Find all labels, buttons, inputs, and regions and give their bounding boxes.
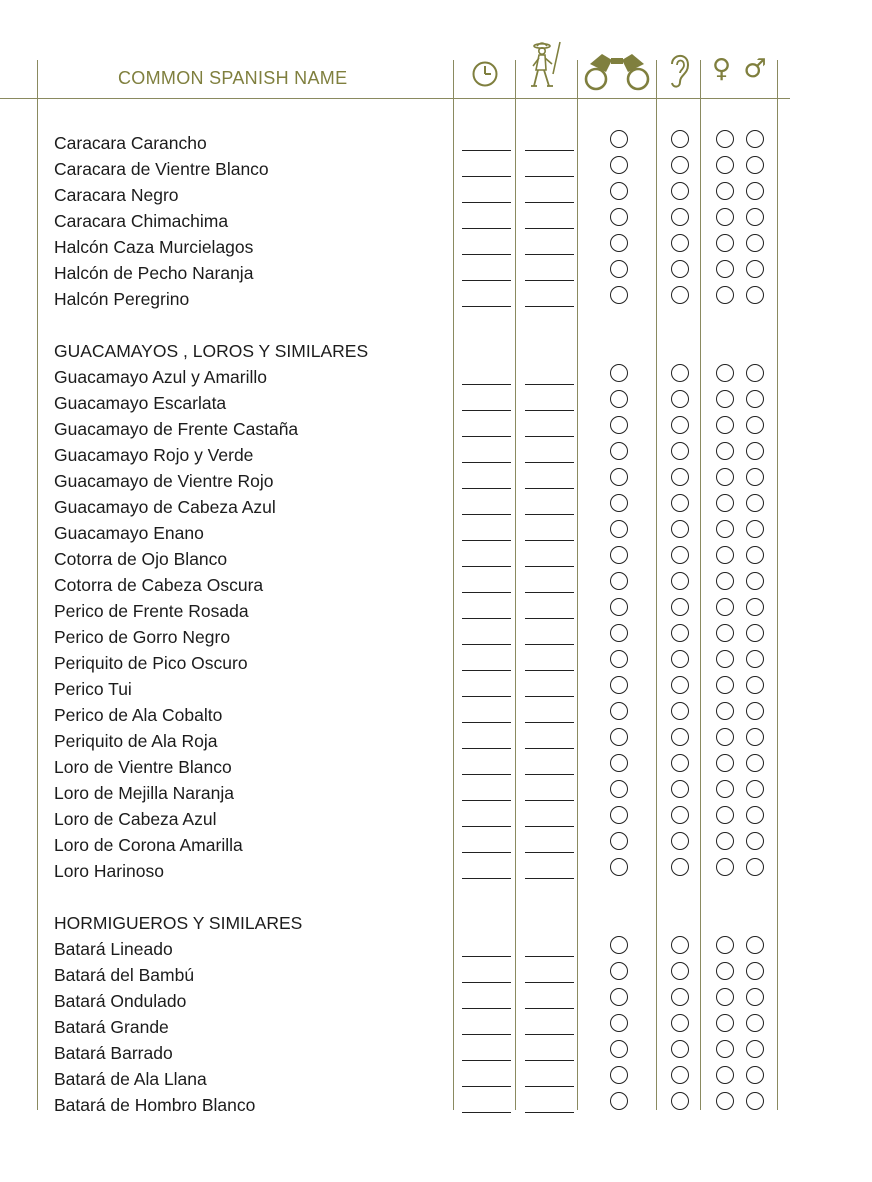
time-blank-field[interactable] [462,696,511,697]
seen-checkbox[interactable] [610,702,628,720]
section-heading-row [0,910,872,936]
species-name: Guacamayo Escarlata [54,393,227,413]
time-blank-field[interactable] [462,150,511,151]
seen-checkbox[interactable] [610,1014,628,1032]
walker-icon [524,40,564,90]
species-row [0,858,872,884]
heard-checkbox[interactable] [671,208,689,226]
header-rule [0,98,790,99]
location-blank-field[interactable] [525,878,574,879]
female-checkbox[interactable] [716,572,734,590]
heard-checkbox[interactable] [671,416,689,434]
location-blank-field[interactable] [525,1086,574,1087]
seen-checkbox[interactable] [610,468,628,486]
female-checkbox[interactable] [716,650,734,668]
species-name: Halcón Caza Murcielagos [54,237,254,257]
species-row [0,780,872,806]
male-checkbox[interactable] [746,390,764,408]
time-blank-field[interactable] [462,956,511,957]
seen-checkbox[interactable] [610,442,628,460]
species-row [0,936,872,962]
species-row [0,728,872,754]
male-checkbox[interactable] [746,754,764,772]
female-symbol: ♀ [712,54,732,84]
heard-checkbox[interactable] [671,494,689,512]
time-blank-field[interactable] [462,410,511,411]
location-blank-field[interactable] [525,592,574,593]
location-blank-field[interactable] [525,540,574,541]
female-checkbox[interactable] [716,494,734,512]
female-checkbox[interactable] [716,260,734,278]
seen-checkbox[interactable] [610,1066,628,1084]
seen-checkbox[interactable] [610,1092,628,1110]
location-blank-field[interactable] [525,696,574,697]
male-checkbox[interactable] [746,468,764,486]
seen-checkbox[interactable] [610,676,628,694]
male-checkbox[interactable] [746,702,764,720]
species-name: Periquito de Ala Roja [54,731,218,751]
female-checkbox[interactable] [716,286,734,304]
female-checkbox[interactable] [716,416,734,434]
species-row [0,806,872,832]
seen-checkbox[interactable] [610,832,628,850]
time-blank-field[interactable] [462,982,511,983]
seen-checkbox[interactable] [610,156,628,174]
seen-checkbox[interactable] [610,260,628,278]
species-name: Caracara de Vientre Blanco [54,159,269,179]
female-male-symbols-icon [712,54,767,84]
species-row [0,390,872,416]
species-row [0,416,872,442]
heard-checkbox[interactable] [671,962,689,980]
species-row [0,1066,872,1092]
species-row [0,520,872,546]
heard-checkbox[interactable] [671,780,689,798]
heard-checkbox[interactable] [671,234,689,252]
time-blank-field[interactable] [462,462,511,463]
seen-checkbox[interactable] [610,598,628,616]
female-checkbox[interactable] [716,390,734,408]
species-name: Guacamayo Enano [54,523,204,543]
female-checkbox[interactable] [716,1014,734,1032]
species-name: Batará Grande [54,1017,169,1037]
time-blank-field[interactable] [462,1086,511,1087]
heard-checkbox[interactable] [671,520,689,538]
location-blank-field[interactable] [525,956,574,957]
male-checkbox[interactable] [746,936,764,954]
heard-checkbox[interactable] [671,1066,689,1084]
species-row [0,754,872,780]
seen-checkbox[interactable] [610,546,628,564]
time-blank-field[interactable] [462,774,511,775]
location-blank-field[interactable] [525,618,574,619]
location-blank-field[interactable] [525,774,574,775]
seen-checkbox[interactable] [610,728,628,746]
location-blank-field[interactable] [525,566,574,567]
location-blank-field[interactable] [525,410,574,411]
location-blank-field[interactable] [525,202,574,203]
seen-checkbox[interactable] [610,520,628,538]
species-name: Cotorra de Ojo Blanco [54,549,228,569]
female-checkbox[interactable] [716,676,734,694]
species-row [0,442,872,468]
seen-checkbox[interactable] [610,962,628,980]
heard-checkbox[interactable] [671,468,689,486]
species-name: Batará Lineado [54,939,173,959]
location-blank-field[interactable] [525,150,574,151]
species-row [0,130,872,156]
species-name: Caracara Carancho [54,133,207,153]
male-checkbox[interactable] [746,494,764,512]
seen-checkbox[interactable] [610,858,628,876]
time-blank-field[interactable] [462,878,511,879]
species-row [0,624,872,650]
location-blank-field[interactable] [525,748,574,749]
heard-checkbox[interactable] [671,546,689,564]
male-checkbox[interactable] [746,286,764,304]
species-name: Guacamayo Rojo y Verde [54,445,254,465]
male-checkbox[interactable] [746,130,764,148]
female-checkbox[interactable] [716,130,734,148]
male-checkbox[interactable] [746,1066,764,1084]
time-blank-field[interactable] [462,384,511,385]
species-name: Caracara Negro [54,185,179,205]
female-checkbox[interactable] [716,988,734,1006]
seen-checkbox[interactable] [610,754,628,772]
location-blank-field[interactable] [525,722,574,723]
male-symbol: ♂ [743,54,767,84]
heard-checkbox[interactable] [671,390,689,408]
time-blank-field[interactable] [462,644,511,645]
location-blank-field[interactable] [525,1060,574,1061]
female-checkbox[interactable] [716,364,734,382]
species-name: Guacamayo de Cabeza Azul [54,497,276,517]
species-name: Batará Barrado [54,1043,173,1063]
location-blank-field[interactable] [525,176,574,177]
time-blank-field[interactable] [462,228,511,229]
species-row [0,598,872,624]
location-blank-field[interactable] [525,436,574,437]
seen-checkbox[interactable] [610,572,628,590]
species-name: Halcón Peregrino [54,289,190,309]
species-row [0,1014,872,1040]
species-row [0,182,872,208]
species-row [0,260,872,286]
species-name: Periquito de Pico Oscuro [54,653,248,673]
location-blank-field[interactable] [525,280,574,281]
location-blank-field[interactable] [525,462,574,463]
female-checkbox[interactable] [716,702,734,720]
male-checkbox[interactable] [746,442,764,460]
time-blank-field[interactable] [462,488,511,489]
heard-checkbox[interactable] [671,130,689,148]
female-checkbox[interactable] [716,468,734,486]
seen-checkbox[interactable] [610,364,628,382]
location-blank-field[interactable] [525,384,574,385]
seen-checkbox[interactable] [610,130,628,148]
species-row [0,962,872,988]
species-name: Guacamayo de Vientre Rojo [54,471,274,491]
time-blank-field[interactable] [462,436,511,437]
male-checkbox[interactable] [746,1092,764,1110]
column-header-common-spanish-name: COMMON SPANISH NAME [118,68,348,88]
seen-checkbox[interactable] [610,208,628,226]
time-blank-field[interactable] [462,1008,511,1009]
time-blank-field[interactable] [462,566,511,567]
species-row [0,1040,872,1066]
species-name: Loro de Corona Amarilla [54,835,243,855]
heard-checkbox[interactable] [671,364,689,382]
time-blank-field[interactable] [462,670,511,671]
species-row [0,208,872,234]
time-blank-field[interactable] [462,618,511,619]
location-blank-field[interactable] [525,306,574,307]
seen-checkbox[interactable] [610,650,628,668]
species-name: Batará Ondulado [54,991,187,1011]
male-checkbox[interactable] [746,676,764,694]
heard-checkbox[interactable] [671,988,689,1006]
species-row [0,364,872,390]
location-blank-field[interactable] [525,826,574,827]
time-blank-field[interactable] [462,1112,511,1113]
female-checkbox[interactable] [716,234,734,252]
species-name: Loro de Mejilla Naranja [54,783,234,803]
time-blank-field[interactable] [462,748,511,749]
time-blank-field[interactable] [462,722,511,723]
heard-checkbox[interactable] [671,598,689,616]
species-row [0,676,872,702]
heard-checkbox[interactable] [671,1014,689,1032]
time-blank-field[interactable] [462,592,511,593]
species-row [0,234,872,260]
seen-checkbox[interactable] [610,234,628,252]
species-name: Loro de Vientre Blanco [54,757,232,777]
seen-checkbox[interactable] [610,416,628,434]
male-checkbox[interactable] [746,624,764,642]
species-name: Loro de Cabeza Azul [54,809,217,829]
male-checkbox[interactable] [746,988,764,1006]
species-row [0,702,872,728]
species-name: Batará de Hombro Blanco [54,1095,256,1115]
time-blank-field[interactable] [462,280,511,281]
male-checkbox[interactable] [746,364,764,382]
heard-checkbox[interactable] [671,676,689,694]
time-blank-field[interactable] [462,540,511,541]
heard-checkbox[interactable] [671,1092,689,1110]
ear-icon [666,50,692,90]
male-checkbox[interactable] [746,780,764,798]
species-name: Perico de Ala Cobalto [54,705,223,725]
heard-checkbox[interactable] [671,1040,689,1058]
seen-checkbox[interactable] [610,624,628,642]
male-checkbox[interactable] [746,156,764,174]
female-checkbox[interactable] [716,1040,734,1058]
location-blank-field[interactable] [525,1008,574,1009]
female-checkbox[interactable] [716,832,734,850]
male-checkbox[interactable] [746,650,764,668]
seen-checkbox[interactable] [610,390,628,408]
female-checkbox[interactable] [716,780,734,798]
time-blank-field[interactable] [462,254,511,255]
species-name: Halcón de Pecho Naranja [54,263,254,283]
female-checkbox[interactable] [716,858,734,876]
species-row [0,494,872,520]
location-blank-field[interactable] [525,254,574,255]
species-name: Cotorra de Cabeza Oscura [54,575,264,595]
species-row [0,468,872,494]
species-row [0,156,872,182]
male-checkbox[interactable] [746,858,764,876]
heard-checkbox[interactable] [671,260,689,278]
species-name: Batará del Bambú [54,965,195,985]
time-blank-field[interactable] [462,826,511,827]
female-checkbox[interactable] [716,442,734,460]
time-blank-field[interactable] [462,176,511,177]
species-row [0,1092,872,1118]
heard-checkbox[interactable] [671,806,689,824]
female-checkbox[interactable] [716,520,734,538]
species-name: Guacamayo Azul y Amarillo [54,367,268,387]
species-row [0,546,872,572]
male-checkbox[interactable] [746,208,764,226]
species-row [0,572,872,598]
location-blank-field[interactable] [525,228,574,229]
female-checkbox[interactable] [716,936,734,954]
location-blank-field[interactable] [525,670,574,671]
time-blank-field[interactable] [462,202,511,203]
seen-checkbox[interactable] [610,988,628,1006]
time-blank-field[interactable] [462,800,511,801]
heard-checkbox[interactable] [671,442,689,460]
species-name: Batará de Ala Llana [54,1069,207,1089]
female-checkbox[interactable] [716,1092,734,1110]
location-blank-field[interactable] [525,1112,574,1113]
species-row [0,650,872,676]
seen-checkbox[interactable] [610,780,628,798]
female-checkbox[interactable] [716,598,734,616]
male-checkbox[interactable] [746,546,764,564]
female-checkbox[interactable] [716,728,734,746]
seen-checkbox[interactable] [610,494,628,512]
location-blank-field[interactable] [525,514,574,515]
species-name: Perico Tui [54,679,132,699]
male-checkbox[interactable] [746,598,764,616]
seen-checkbox[interactable] [610,936,628,954]
male-checkbox[interactable] [746,520,764,538]
male-checkbox[interactable] [746,806,764,824]
species-row [0,832,872,858]
species-name: Guacamayo de Frente Castaña [54,419,299,439]
female-checkbox[interactable] [716,962,734,980]
location-blank-field[interactable] [525,644,574,645]
time-blank-field[interactable] [462,1034,511,1035]
seen-checkbox[interactable] [610,286,628,304]
species-name: Perico de Gorro Negro [54,627,231,647]
male-checkbox[interactable] [746,728,764,746]
species-name: Loro Harinoso [54,861,164,881]
male-checkbox[interactable] [746,416,764,434]
male-checkbox[interactable] [746,1040,764,1058]
female-checkbox[interactable] [716,208,734,226]
seen-checkbox[interactable] [610,806,628,824]
section-heading: GUACAMAYOS , LOROS Y SIMILARES [54,341,369,361]
binoculars-icon [582,50,652,92]
section-heading: HORMIGUEROS Y SIMILARES [54,913,303,933]
female-checkbox[interactable] [716,182,734,200]
female-checkbox[interactable] [716,624,734,642]
male-checkbox[interactable] [746,832,764,850]
time-blank-field[interactable] [462,306,511,307]
female-checkbox[interactable] [716,754,734,772]
male-checkbox[interactable] [746,962,764,980]
female-checkbox[interactable] [716,546,734,564]
heard-checkbox[interactable] [671,728,689,746]
male-checkbox[interactable] [746,260,764,278]
female-checkbox[interactable] [716,806,734,824]
heard-checkbox[interactable] [671,832,689,850]
seen-checkbox[interactable] [610,182,628,200]
species-name: Caracara Chimachima [54,211,229,231]
heard-checkbox[interactable] [671,156,689,174]
time-blank-field[interactable] [462,514,511,515]
time-blank-field[interactable] [462,1060,511,1061]
heard-checkbox[interactable] [671,624,689,642]
section-heading-row [0,338,872,364]
seen-checkbox[interactable] [610,1040,628,1058]
female-checkbox[interactable] [716,156,734,174]
location-blank-field[interactable] [525,1034,574,1035]
male-checkbox[interactable] [746,1014,764,1032]
heard-checkbox[interactable] [671,858,689,876]
species-name: Perico de Frente Rosada [54,601,249,621]
male-checkbox[interactable] [746,234,764,252]
male-checkbox[interactable] [746,182,764,200]
location-blank-field[interactable] [525,982,574,983]
heard-checkbox[interactable] [671,286,689,304]
location-blank-field[interactable] [525,800,574,801]
heard-checkbox[interactable] [671,182,689,200]
heard-checkbox[interactable] [671,754,689,772]
location-blank-field[interactable] [525,488,574,489]
female-checkbox[interactable] [716,1066,734,1084]
clock-icon [471,60,499,88]
location-blank-field[interactable] [525,852,574,853]
male-checkbox[interactable] [746,572,764,590]
heard-checkbox[interactable] [671,702,689,720]
heard-checkbox[interactable] [671,936,689,954]
time-blank-field[interactable] [462,852,511,853]
heard-checkbox[interactable] [671,650,689,668]
species-row [0,988,872,1014]
heard-checkbox[interactable] [671,572,689,590]
species-row [0,286,872,312]
